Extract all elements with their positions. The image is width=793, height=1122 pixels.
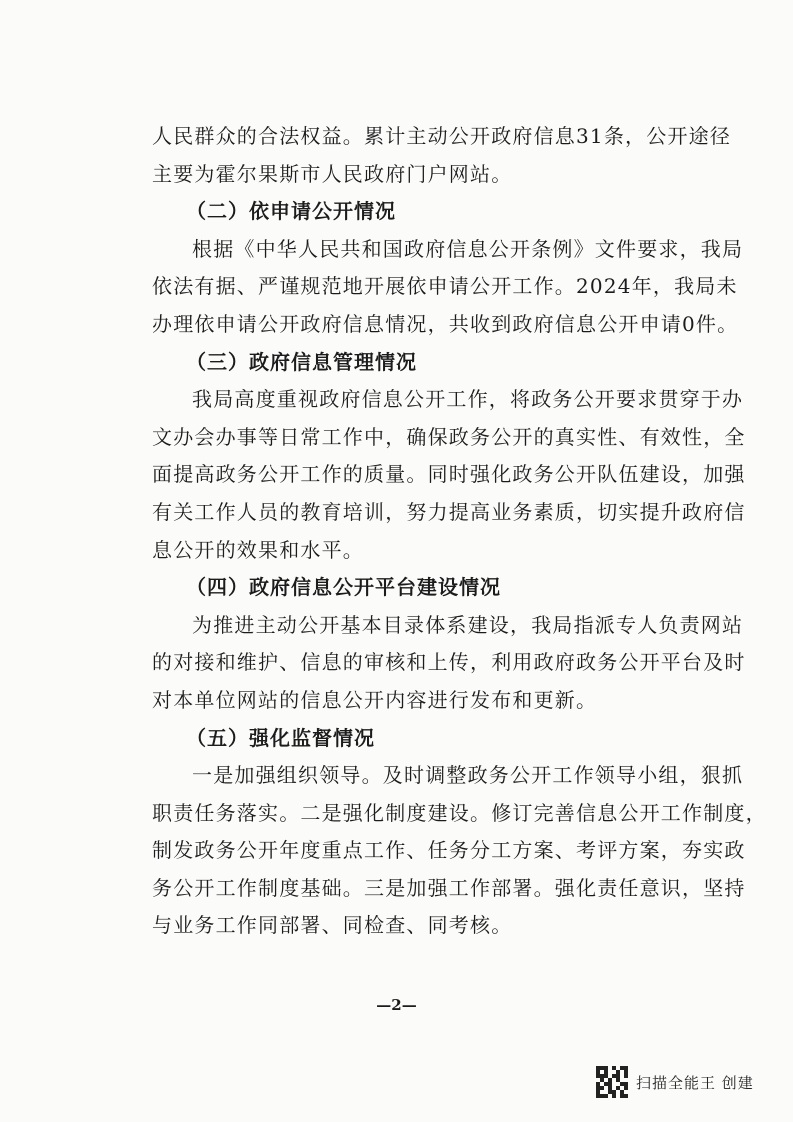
paragraph-line: 办理依申请公开政府信息情况，共收到政府信息公开申请0件。 [152, 311, 739, 336]
paragraph-line: 对本单位网站的信息公开内容进行发布和更新。 [152, 687, 598, 712]
section-heading: （三）政府信息管理情况 [186, 349, 417, 374]
paragraph-line: 息公开的效果和水平。 [152, 537, 364, 562]
section-heading: （四）政府信息公开平台建设情况 [186, 575, 501, 600]
paragraph-line: 一是加强组织领导。及时调整政务公开工作领导小组，狠抓 [192, 763, 744, 788]
section-heading: （五）强化监督情况 [186, 725, 375, 750]
paragraph-line: 的对接和维护、信息的审核和上传，利用政府政务公开平台及时 [152, 650, 746, 675]
paragraph-line: 人民群众的合法权益。累计主动公开政府信息31条，公开途径 [152, 124, 732, 148]
paragraph-line: 务公开工作制度基础。三是加强工作部署。强化责任意识，坚持 [152, 875, 746, 900]
document-body [152, 118, 767, 945]
paragraph-line: 与业务工作同部署、同检查、同考核。 [152, 913, 513, 938]
watermark-text: 扫描全能王 创建 [636, 1073, 754, 1092]
page-number: —2— [376, 996, 417, 1014]
qr-code-icon [596, 1066, 628, 1098]
paragraph-line: 文办会办事等日常工作中，确保政务公开的真实性、有效性，全 [152, 424, 746, 449]
scanner-watermark [596, 1066, 754, 1098]
paragraph-line: 为推进主动公开基本目录体系建设，我局指派专人负责网站 [192, 612, 744, 637]
paragraph-line: 有关工作人员的教育培训，努力提高业务素质，切实提升政府信 [152, 499, 746, 524]
section-heading: （二）依申请公开情况 [186, 199, 396, 224]
paragraph-line: 我局高度重视政府信息公开工作，将政务公开要求贯穿于办 [192, 387, 744, 412]
paragraph-line: 职责任务落实。二是强化制度建设。修订完善信息公开工作制度， [152, 800, 767, 825]
paragraph-line: 面提高政务公开工作的质量。同时强化政务公开队伍建设，加强 [152, 462, 746, 487]
paragraph-line: 制发政务公开年度重点工作、任务分工方案、考评方案，夯实政 [152, 838, 746, 863]
paragraph-line: 依法有据、严谨规范地开展依申请公开工作。2024年，我局未 [152, 274, 738, 299]
paragraph-line: 主要为霍尔果斯市人民政府门户网站。 [152, 161, 513, 186]
paragraph-line: 根据《中华人民共和国政府信息公开条例》文件要求，我局 [192, 236, 744, 261]
